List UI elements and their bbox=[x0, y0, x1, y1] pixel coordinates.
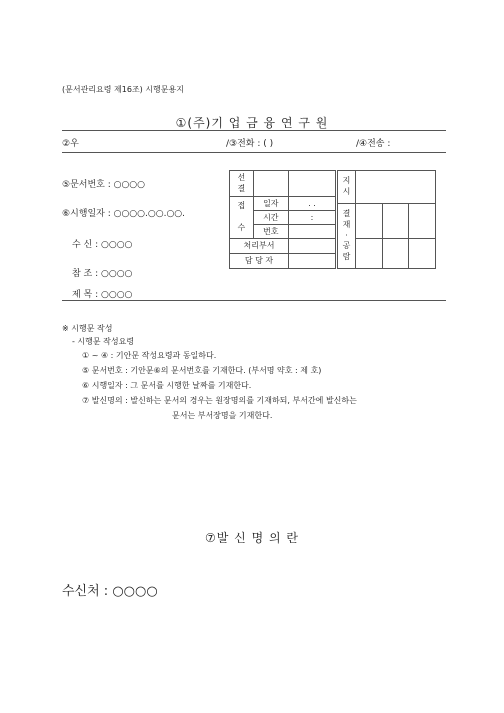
approval-cell bbox=[409, 239, 436, 269]
note-item-2: ⑤ 문서번호 : 기안문⑥의 문서번호를 기재한다. (부서명 약호 : 제 호) bbox=[82, 366, 322, 375]
phone-label: /③전화 : ( ) bbox=[226, 139, 274, 149]
jeop-su-cell bbox=[230, 197, 254, 239]
approval-cell bbox=[382, 239, 409, 269]
note-item-4-continued: 문서는 부서장명을 기재한다. bbox=[172, 411, 273, 420]
gyeoljae-gonggam-cell bbox=[338, 204, 356, 269]
reference-field: 참 조 : ○○○○ bbox=[72, 269, 133, 279]
note-item-3: ⑥ 시행일자 : 그 문서를 시행한 날짜를 기재한다. bbox=[82, 381, 252, 390]
form-note: (문서관리요령 제16조) 시행문용지 bbox=[62, 85, 184, 94]
damdang-label: 담 당 자 bbox=[230, 254, 289, 269]
gyeoljae-label: 결 재 bbox=[342, 209, 351, 229]
damdang-value bbox=[289, 254, 336, 269]
approval-table bbox=[337, 170, 436, 269]
doc-number-field: ⑤문서번호 : ○○○○ bbox=[62, 180, 146, 190]
dot-separator: · bbox=[345, 230, 348, 240]
gyeol-label: 결 bbox=[237, 183, 246, 193]
gonggam-label: 공 람 bbox=[342, 241, 351, 262]
sigan-label: 시간 bbox=[253, 211, 288, 225]
approval-cell bbox=[355, 204, 382, 239]
note-item-4: ⑦ 발신명의 : 발신하는 문서의 경우는 원장명의를 기재하되, 부서간에 발신하는 bbox=[82, 396, 357, 405]
approval-cell bbox=[382, 204, 409, 239]
recipient-field: 수 신 : ○○○○ bbox=[72, 240, 133, 250]
seon-label: 선 bbox=[237, 172, 246, 182]
org-title: ①(주)기 업 금 융 연 구 원 bbox=[175, 116, 329, 130]
sigan-value: : bbox=[289, 211, 336, 225]
jisi-cell bbox=[338, 171, 356, 204]
note-item-1: ① ~ ④ : 기안문 작성요령과 동일하다. bbox=[82, 351, 217, 360]
title-underline bbox=[62, 130, 446, 131]
approval-cell bbox=[409, 204, 436, 239]
beonho-label: 번호 bbox=[253, 225, 288, 239]
jisi-value bbox=[355, 171, 435, 204]
empty-cell bbox=[289, 171, 336, 197]
jeop-label: 접 bbox=[237, 201, 246, 211]
subject-field: 제 목 : ○○○○ bbox=[72, 290, 133, 300]
cheori-label: 처리부서 bbox=[230, 239, 289, 254]
su-label: 수 bbox=[237, 222, 246, 232]
receipt-table bbox=[229, 170, 336, 269]
sender-signature-title: ⑦발 신 명 의 란 bbox=[205, 531, 299, 545]
empty-cell bbox=[253, 171, 288, 197]
notes-heading: ※ 시행문 작성 bbox=[62, 324, 113, 333]
header-row-underline bbox=[62, 152, 446, 153]
notes-subheading: - 시행문 작성요령 bbox=[72, 337, 135, 346]
ilja-value: . . bbox=[289, 197, 336, 211]
receivers-line: 수신처 : ○○○○ bbox=[62, 584, 158, 599]
execution-date-field: ⑥시행일자 : ○○○○.○○.○○. bbox=[62, 209, 186, 219]
section-divider bbox=[62, 300, 446, 301]
fax-label: /④전송 : bbox=[356, 139, 391, 149]
beonho-value bbox=[289, 225, 336, 239]
postal-label: ②우 bbox=[62, 139, 79, 149]
seon-gyeol-cell bbox=[230, 171, 254, 197]
ilja-label: 일자 bbox=[253, 197, 288, 211]
approval-cell bbox=[355, 239, 382, 269]
jisi-label: 지 시 bbox=[342, 176, 351, 196]
cheori-value bbox=[289, 239, 336, 254]
